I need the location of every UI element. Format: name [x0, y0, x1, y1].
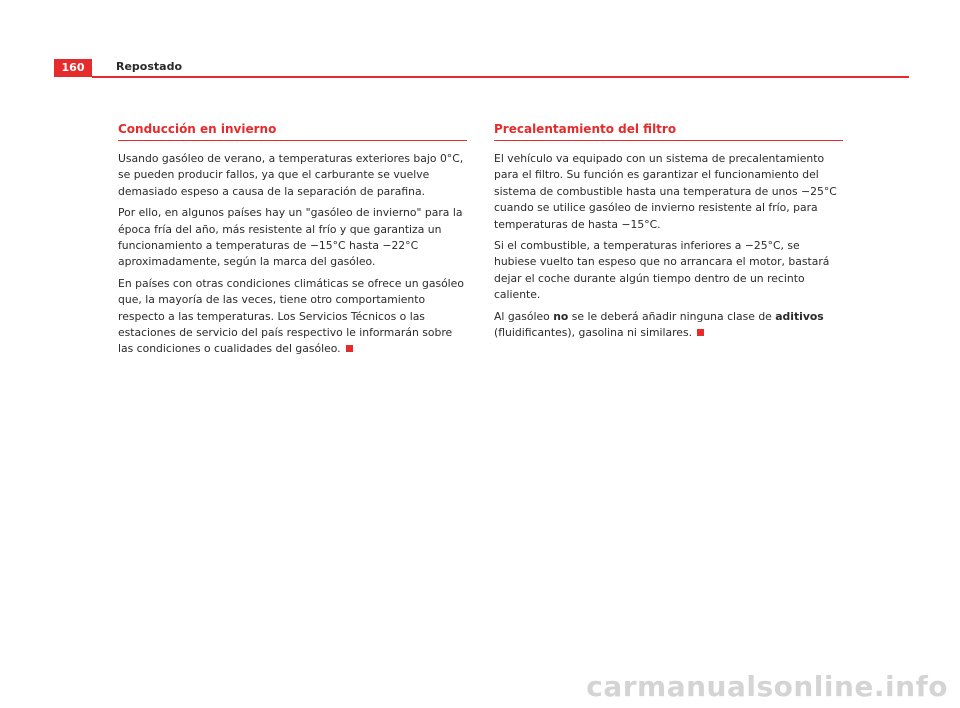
- watermark-text: carmanualsonline.info: [586, 670, 948, 703]
- section-end-icon: [346, 345, 353, 352]
- bold-keyword: aditivos: [775, 309, 824, 323]
- header-divider: [92, 76, 909, 78]
- left-column: [118, 122, 467, 363]
- text-segment: se le deberá añadir ninguna clase de: [568, 309, 776, 323]
- paragraph: Si el combustible, a temperaturas inferiores a −25°C, se hubiese vuelto tan espeso que no arrancara el motor, bastará dejar el coche durante algún tiempo dentro de un recinto caliente.: [494, 239, 830, 302]
- paragraph: El vehículo va equipado con un sistema de precalentamiento para el filtro. Su función es garantizar el funcionamiento del sistema de combustible hasta una temperatura de unos −25°C cuando se utilice gasóleo de invierno resistente al frío, para temperaturas de hasta −15°C.: [494, 152, 837, 231]
- section-title-winter-driving: Conducción en invierno: [118, 122, 467, 141]
- section-title-filter-preheating: Precalentamiento del filtro: [494, 122, 843, 141]
- section-end-icon: [697, 329, 704, 336]
- paragraph-with-end-mark: [494, 309, 843, 342]
- right-column: [494, 122, 843, 346]
- chapter-title: Repostado: [116, 60, 183, 73]
- paragraph-with-end-mark: [118, 276, 467, 358]
- paragraph: Por ello, en algunos países hay un "gasóleo de invierno" para la época fría del año, más resistente al frío y que garantiza un funcionamiento a temperaturas de −15°C hasta −22°C aproximadamente, según la marca del gasóleo.: [118, 206, 463, 269]
- page-number: 160: [54, 59, 92, 77]
- paragraph: Usando gasóleo de verano, a temperaturas exteriores bajo 0°C, se pueden producir fallos, ya que el carburante se vuelve demasiado espeso a causa de la separación de parafina.: [118, 152, 464, 198]
- bold-keyword: no: [553, 309, 569, 323]
- text-segment: Al gasóleo: [494, 309, 554, 323]
- paragraph-text: En países con otras condiciones climáticas se ofrece un gasóleo que, la mayoría de las veces, tiene otro comportamiento respecto a las temperaturas. Los Servicios Técnicos o las estaciones de servicio del país respectivo le informarán sobre las condiciones o cualidades del gasóleo.: [118, 276, 464, 356]
- text-segment: (fluidificantes), gasolina ni similares.: [494, 326, 693, 340]
